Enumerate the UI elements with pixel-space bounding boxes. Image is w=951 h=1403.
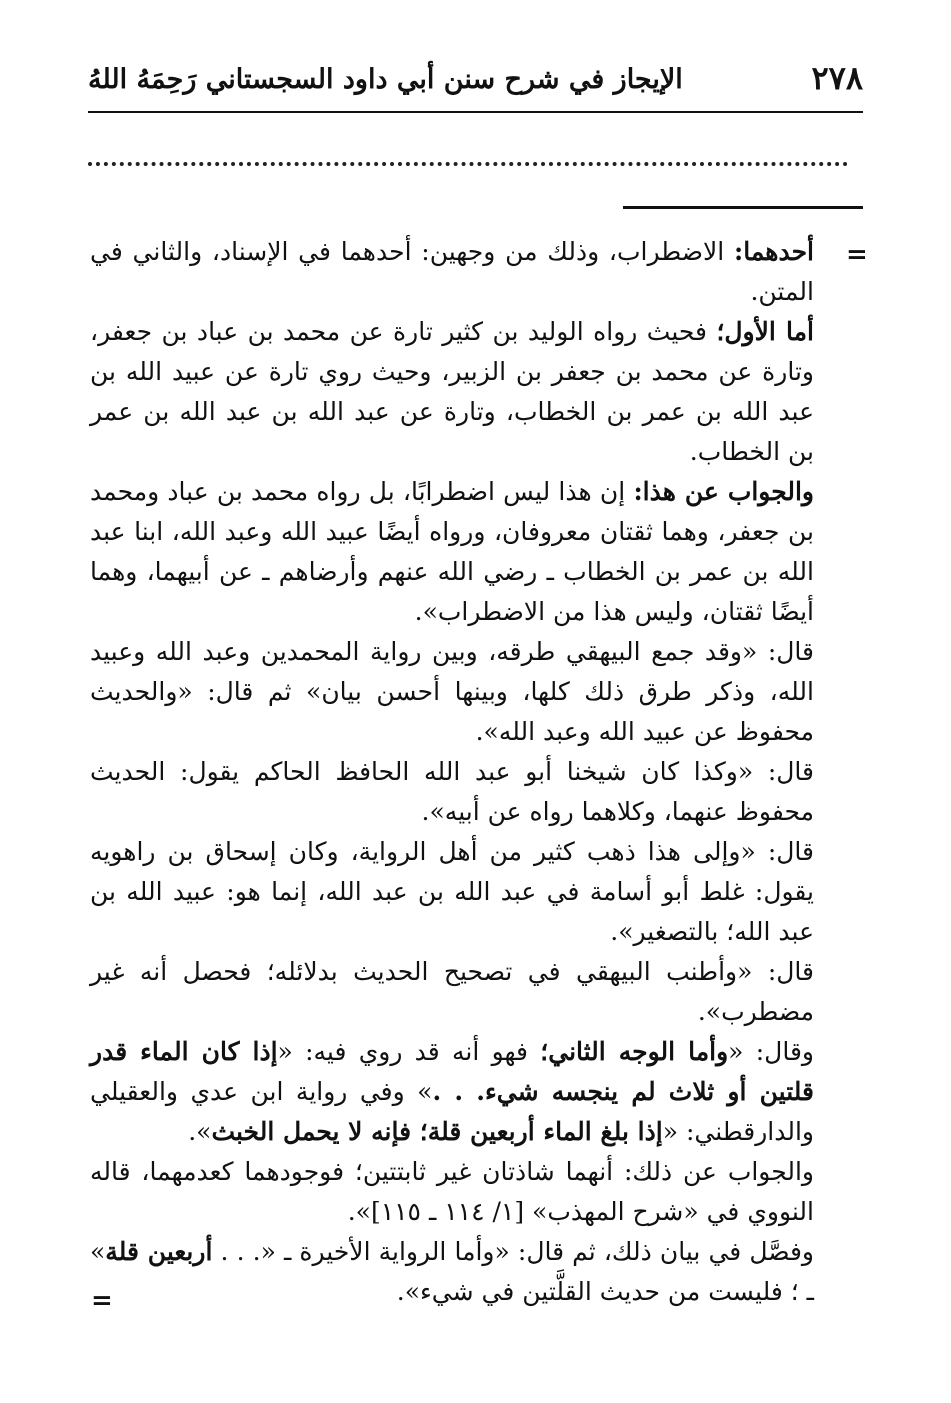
continuation-mark-start: = [846,240,868,270]
paragraph-isnad [90,312,814,472]
text-segment: فهو أنه قد روي فيه: « [277,1037,541,1066]
paragraph-first-aspect [90,232,814,312]
paragraph-shadh [90,1152,814,1232]
footnote-separator-rule [623,206,863,209]
paragraph-last-riwaya [90,1232,814,1312]
text-segment-bold: إذا بلغ الماء أربعين قلة؛ فإنه لا يحمل الخبث [211,1117,663,1146]
continuation-mark-end: = [91,1286,113,1316]
paragraph-lead: أما الأول؛ [716,317,814,346]
footnote-body [90,232,814,1312]
header-rule [88,111,863,113]
paragraph-not-mudtarib [90,952,814,1032]
text-segment: وفصَّل في بيان ذلك، ثم قال: «وأما الرواية الأخيرة ـ «. . . [212,1237,814,1266]
paragraph-second-aspect [90,1032,814,1152]
text-segment-bold: إذا كان الماء قدر قلتين أو ثلاث لم ينجسه شيء. . . [90,1037,814,1106]
paragraph-ishaq [90,832,814,952]
paragraph-text: قال: «وأطنب البيهقي في تصحيح الحديث بدلائله؛ فحصل أنه غير مضطرب». [90,957,814,1026]
paragraph-answer [90,472,814,632]
paragraph-text: الاضطراب، وذلك من وجهين: أحدهما في الإسناد، والثاني في المتن. [90,237,814,306]
paragraph-bayhaqi [90,632,814,752]
paragraph-text: قال: «وقد جمع البيهقي طرقه، وبين رواية المحمدين وعبد الله وعبيد الله، وذكر طرق ذلك كلها، وبينها أحسن بيان» ثم قال: «والحديث محفوظ عن عبيد الله وعبد الله». [90,637,814,746]
page-header [88,56,863,106]
paragraph-text: قال: «وكذا كان شيخنا أبو عبد الله الحافظ الحاكم يقول: الحديث محفوظ عنهما، وكلاهما رواه عن أبيه». [90,757,814,826]
text-segment: ». [188,1117,212,1146]
running-title: الإيجاز في شرح سنن أبي داود السجستاني رَحِمَهُ اللهُ [88,64,683,95]
text-segment-bold: أربعين قلة [105,1237,213,1266]
text-segment: » ـ ؛ فليست من حديث القلَّتين في شيء». [90,1237,814,1306]
text-segment: » وفي رواية ابن عدي والعقيلي والدارقطني: « [90,1077,814,1146]
paragraph-text: قال: «وإلى هذا ذهب كثير من أهل الرواية، وكان إسحاق بن راهويه يقول: غلط أبو أسامة في عبد الله بن عبد الله، إنما هو: عبيد الله بن عبد الله؛ بالتصغير». [90,837,814,946]
paragraph-lead: أحدهما: [733,237,814,266]
paragraph-text: إن هذا ليس اضطرابًا، بل رواه محمد بن عباد ومحمد بن جعفر، وهما ثقتان معروفان، ورواه أيضًا عبيد الله وعبد الله، ابنا عبد الله بن عمر بن الخطاب ـ رضي الله عنهم وأرضاهم ـ عن أبيهما، وهما أيضًا ثقتان، وليس هذا من الاضطراب». [90,477,814,626]
paragraph-text: فحيث رواه الوليد بن كثير تارة عن محمد بن عباد بن جعفر، وتارة عن محمد بن جعفر بن الزبير، وحيث روي تارة عن عبيد الله بن عبد الله بن عمر بن الخطاب، وتارة عن عبد الله بن عبد الله بن عمر بن الخطاب. [90,317,814,466]
text-segment: وقال: « [728,1037,814,1066]
page-number: ٢٧٨ [811,59,863,97]
paragraph-lead: والجواب عن هذا: [633,477,814,506]
omitted-text-dotted-line [88,162,848,166]
paragraph-text: والجواب عن ذلك: أنهما شاذتان غير ثابتتين؛ فوجودهما كعدمهما، قاله النووي في «شرح المهذب» [١/ ١١٤ ـ ١١٥]». [90,1157,814,1226]
paragraph-hakim [90,752,814,832]
text-segment-bold: وأما الوجه الثاني؛ [540,1037,729,1066]
